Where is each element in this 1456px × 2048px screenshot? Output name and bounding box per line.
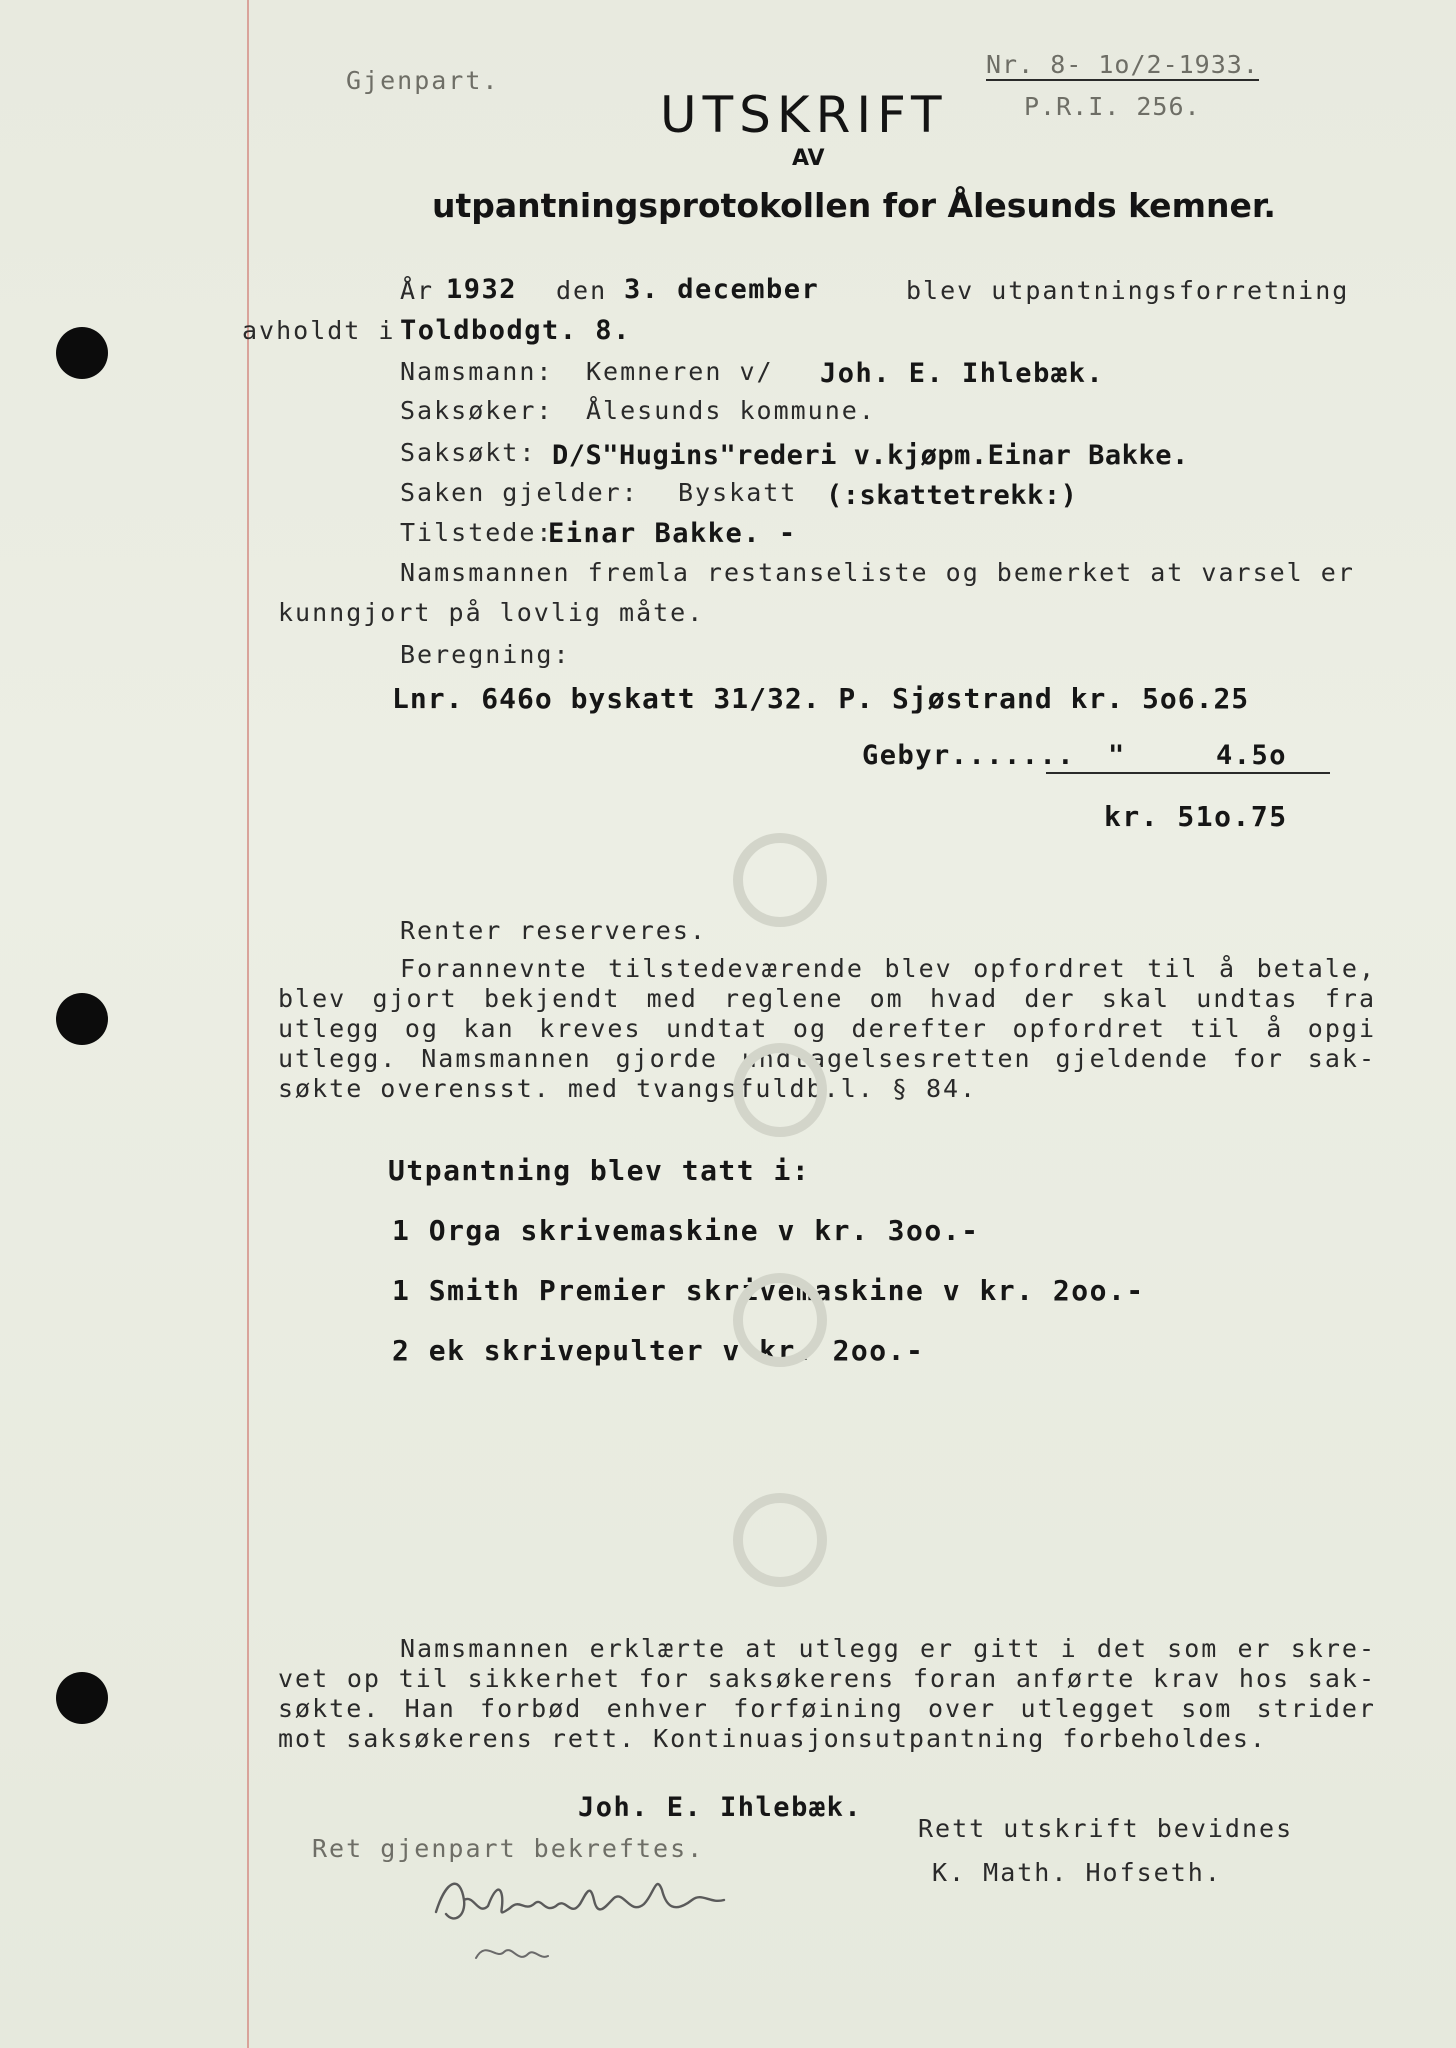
seizure-item-3: 2 ek skrivepulter v kr. 2oo.-: [392, 1334, 925, 1367]
saksoker-value: Ålesunds kommune.: [586, 396, 876, 425]
seizure-heading: Utpantning blev tatt i:: [388, 1154, 811, 1187]
punch-hole-middle: [56, 993, 108, 1045]
copy-label: Gjenpart.: [346, 66, 500, 95]
date-value: 3. december: [624, 274, 820, 305]
namsmann-label: Namsmann:: [400, 357, 554, 386]
para2-line2: blev gjort bekjendt med reglene om hvad der skal undtas fra: [278, 984, 1376, 1013]
handwritten-signature: [430, 1860, 750, 1980]
year-prefix: År: [400, 276, 435, 305]
faint-stamp-watermark: [700, 760, 860, 1640]
sum-rule: [1046, 772, 1330, 774]
tilstede-label: Tilstede:: [400, 518, 554, 547]
certifier-name: K. Math. Hofseth.: [932, 1858, 1222, 1887]
place-value: Toldbodgt. 8.: [400, 315, 631, 346]
para2-line5: søkte overensst. med tvangsfuldb.l. § 84.: [278, 1074, 978, 1103]
saksokt-label: Saksøkt:: [400, 438, 537, 467]
saken-value: Byskatt: [678, 478, 798, 507]
para3-line1: Namsmannen erklærte at utlegg er gitt i det som er skre-: [400, 1634, 1376, 1663]
margin-line: [247, 0, 249, 2048]
calculation-line: Lnr. 646o byskatt 31/32. P. Sjøstrand kr. 5o6.25: [392, 682, 1250, 715]
para3-line2: vet op til sikkerhet for saksøkerens foran anførte krav hos sak-: [278, 1664, 1376, 1693]
punch-hole-bottom: [56, 1672, 108, 1724]
copy-confirmed-text: Ret gjenpart bekreftes.: [312, 1834, 705, 1863]
namsmann-name: Joh. E. Ihlebæk.: [820, 358, 1105, 389]
para3-line3: søkte. Han forbød enhver forføining over utlegget som strider: [278, 1694, 1376, 1723]
namsmann-prefix: Kemneren v/: [586, 357, 774, 386]
officer-signature: Joh. E. Ihlebæk.: [578, 1792, 863, 1823]
av-label: AV: [792, 146, 825, 171]
saksoker-label: Saksøker:: [400, 396, 554, 425]
para2-line3: utlegg og kan kreves undtat og derefter opfordret til å opgi: [278, 1014, 1376, 1043]
calculation-label: Beregning:: [400, 640, 571, 669]
held-label: avholdt i: [242, 316, 396, 345]
certified-text: Rett utskrift bevidnes: [918, 1814, 1294, 1843]
date-prefix: den: [556, 276, 608, 305]
seizure-item-1: 1 Orga skrivemaskine v kr. 3oo.-: [392, 1214, 980, 1247]
para3-line4: mot saksøkerens rett. Kontinuasjonsutpantning forbeholdes.: [278, 1724, 1267, 1753]
fee-label: Gebyr.......: [862, 740, 1076, 771]
para2-line0: Renter reserveres.: [400, 916, 707, 945]
fee-amount: 4.5o: [1216, 740, 1288, 771]
reference-number: Nr. 8- 1o/2-1933.: [986, 50, 1259, 79]
reference-code: P.R.I. 256.: [1024, 92, 1201, 121]
total-amount: kr. 51o.75: [1104, 800, 1288, 833]
intro-text: blev utpantningsforretning: [906, 276, 1350, 305]
document-title: UTSKRIFT: [660, 86, 948, 144]
fee-ditto: ": [1108, 740, 1126, 771]
para2-line4: utlegg. Namsmannen gjorde undtagelsesretten gjeldende for sak-: [278, 1044, 1376, 1073]
para1-line2: kunngjort på lovlig måte.: [278, 598, 705, 627]
saken-extra: (:skattetrekk:): [826, 480, 1078, 511]
para2-line1: Forannevnte tilstedeværende blev opfordret til å betale,: [400, 954, 1376, 983]
punch-hole-top: [56, 327, 108, 379]
para1-line1: Namsmannen fremla restanseliste og bemerket at varsel er: [400, 558, 1355, 587]
year-value: 1932: [446, 274, 518, 305]
seizure-item-2: 1 Smith Premier skrivemaskine v kr. 2oo.-: [392, 1274, 1145, 1307]
saken-label: Saken gjelder:: [400, 478, 639, 507]
document-subtitle: utpantningsprotokollen for Ålesunds kemner.: [432, 186, 1276, 225]
saksokt-value: D/S"Hugins"rederi v.kjøpm.Einar Bakke.: [552, 440, 1189, 471]
tilstede-value: Einar Bakke. -: [548, 518, 797, 549]
